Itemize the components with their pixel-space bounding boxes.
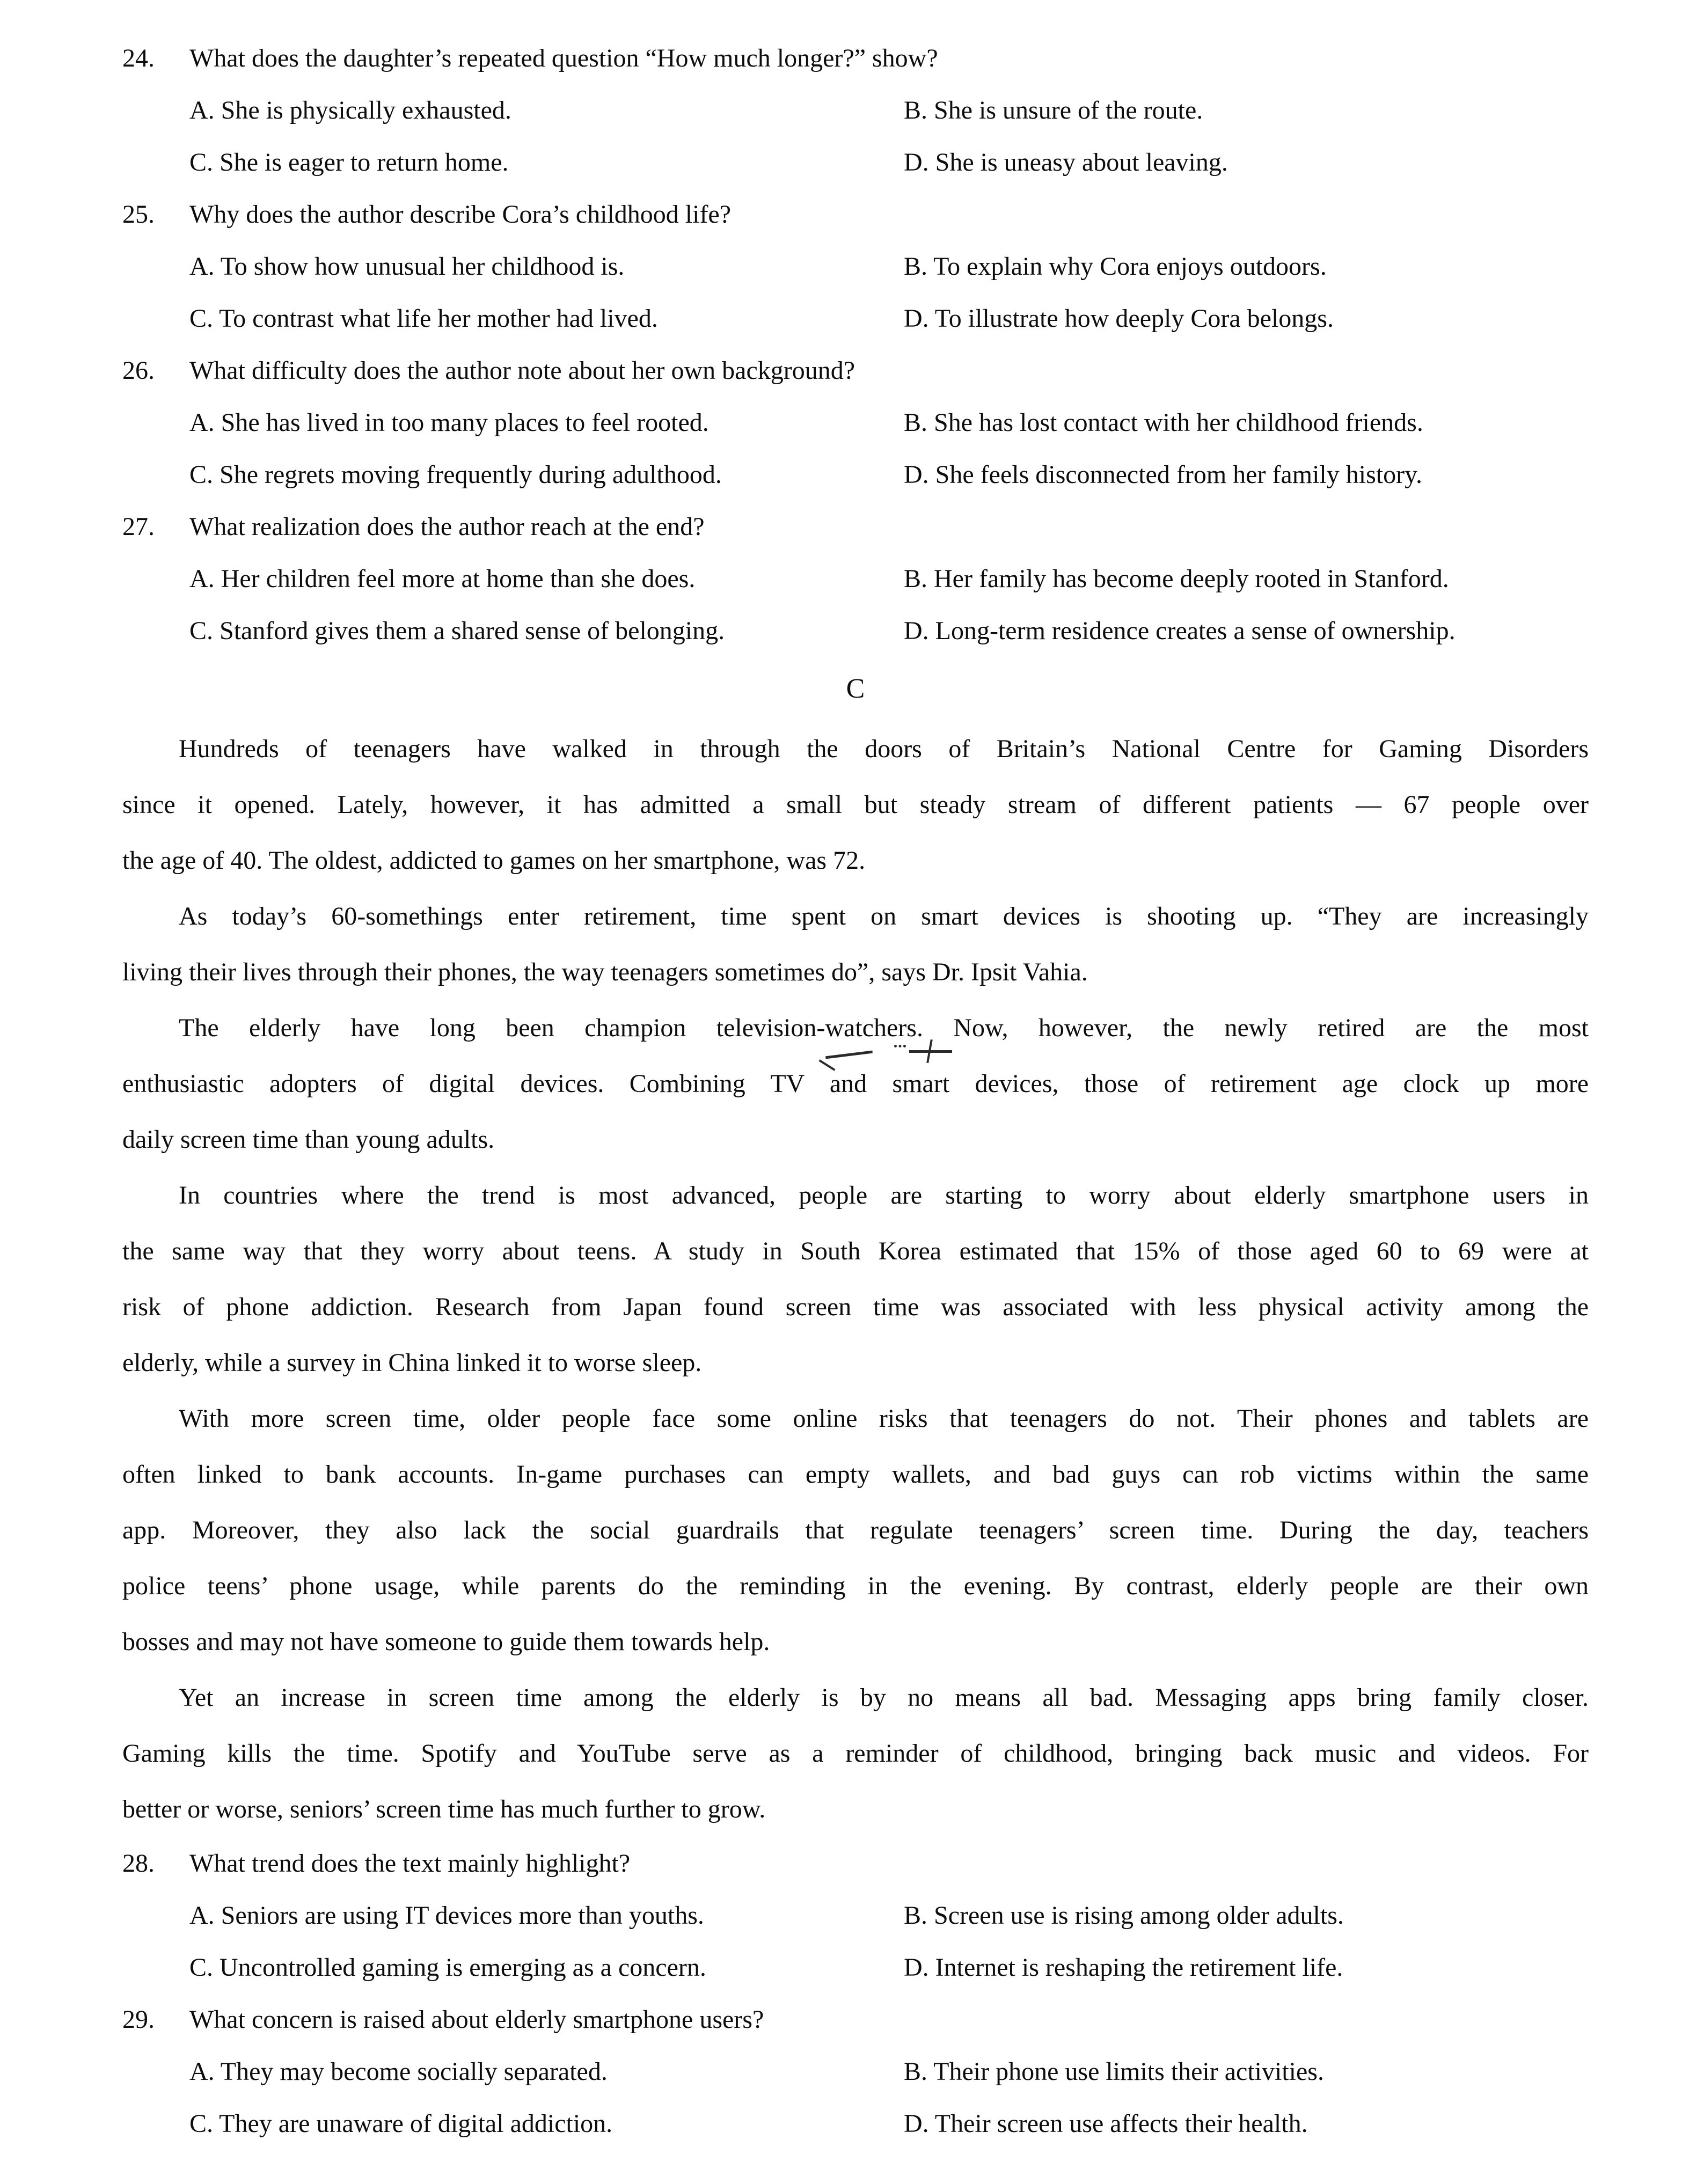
question-29-number: 29. [122,2005,155,2034]
passage-p5-line-4: police teens’ phone usage, while parents do the reminding in the evening. By contrast, elderly people are their own [122,1572,1589,1600]
question-24-option-b: B. She is unsure of the route. [904,96,1203,124]
question-25-option-c: C. To contrast what life her mother had lived. [189,304,658,333]
question-25-option-b: B. To explain why Cora enjoys outdoors. [904,252,1327,281]
question-29-option-a: A. They may become socially separated. [189,2057,608,2086]
question-29-options-row-2 [122,2098,1589,2150]
question-26-text: What difficulty does the author note about her own background? [189,356,855,385]
question-27-option-c: C. Stanford gives them a shared sense of belonging. [189,617,725,645]
question-25-option-a: A. To show how unusual her childhood is. [189,252,625,281]
question-29 [122,1994,1589,2046]
question-27-option-b: B. Her family has become deeply rooted in Stanford. [904,565,1449,593]
question-26-options-row-1 [122,397,1589,449]
question-26-number: 26. [122,356,155,385]
question-29-option-c: C. They are unaware of digital addiction. [189,2109,613,2138]
passage-p1-line-1: Hundreds of teenagers have walked in through the doors of Britain’s National Centre for Gaming Disorders [179,735,1589,763]
passage-p6-line-1: Yet an increase in screen time among the elderly is by no means all bad. Messaging apps bring family closer. [179,1683,1589,1712]
question-24-text: What does the daughter’s repeated question “How much longer?” show? [189,44,938,72]
question-28-option-c: C. Uncontrolled gaming is emerging as a concern. [189,1953,706,1982]
question-29-text: What concern is raised about elderly smartphone users? [189,2005,764,2034]
question-25-text: Why does the author describe Cora’s childhood life? [189,200,732,229]
question-28-options-row-1 [122,1889,1589,1941]
question-29-option-d: D. Their screen use affects their health. [904,2109,1308,2138]
pencil-scribble-annotation: and smart [830,1069,949,1098]
question-27-option-a: A. Her children feel more at home than she does. [189,565,696,593]
question-27-options-row-2 [122,605,1589,657]
passage-p4-line-4: elderly, while a survey in China linked it to worse sleep. [122,1348,702,1377]
question-24-options-row-2 [122,136,1589,188]
passage-p4-line-1: In countries where the trend is most advanced, people are starting to worry about elderly smartphone users in [179,1181,1589,1210]
passage-p1-line-2: since it opened. Lately, however, it has admitted a small but steady stream of different patients — 67 people over [122,790,1589,819]
question-28-option-a: A. Seniors are using IT devices more than youths. [189,1901,704,1930]
question-25 [122,188,1589,240]
question-24-option-d: D. She is uneasy about leaving. [904,148,1228,177]
question-29-option-b: B. Their phone use limits their activities. [904,2057,1324,2086]
question-27 [122,501,1589,553]
question-24-option-a: A. She is physically exhausted. [189,96,511,124]
passage-p2-line-2: living their lives through their phones, the way teenagers sometimes do”, says Dr. Ipsit Vahia. [122,958,1088,986]
passage-p2-line-1: As today’s 60-somethings enter retirement, time spent on smart devices is shooting up. “They are increasingly [179,902,1589,930]
question-29-options-row-1 [122,2046,1589,2098]
question-26-option-b: B. She has lost contact with her childhood friends. [904,408,1423,437]
passage-p3-line-2: enthusiastic adopters of digital devices. Combining TV and smart devices, those of retirement age clock up more [122,1056,1589,1112]
passage-p6-line-2: Gaming kills the time. Spotify and YouTube serve as a reminder of childhood, bringing back music and videos. For [122,1739,1589,1768]
question-26-options-row-2 [122,449,1589,501]
question-28 [122,1837,1589,1889]
question-25-number: 25. [122,200,155,229]
passage-p5-line-1: With more screen time, older people face some online risks that teenagers do not. Their phones and tablets are [179,1404,1589,1433]
passage-p6-line-3: better or worse, seniors’ screen time has much further to grow. [122,1795,766,1823]
question-26-option-a: A. She has lived in too many places to feel rooted. [189,408,709,437]
question-24-option-c: C. She is eager to return home. [189,148,509,177]
passage-p4-line-2: the same way that they worry about teens. A study in South Korea estimated that 15% of those aged 60 to 69 were at [122,1237,1589,1265]
section-c-header: C [846,673,865,704]
question-28-option-b: B. Screen use is rising among older adults. [904,1901,1344,1930]
question-28-number: 28. [122,1849,155,1878]
question-28-text: What trend does the text mainly highlight? [189,1849,631,1878]
passage-p5-line-3: app. Moreover, they also lack the social guardrails that regulate teenagers’ screen time. During the day, teachers [122,1516,1589,1544]
question-25-options-row-1 [122,240,1589,292]
question-25-options-row-2 [122,292,1589,345]
question-27-options-row-1 [122,553,1589,605]
question-24-options-row-1 [122,84,1589,136]
question-25-option-d: D. To illustrate how deeply Cora belongs. [904,304,1334,333]
question-26-option-d: D. She feels disconnected from her family history. [904,460,1422,489]
question-27-option-d: D. Long-term residence creates a sense of ownership. [904,617,1456,645]
question-28-options-row-2 [122,1941,1589,1994]
question-28-option-d: D. Internet is reshaping the retirement life. [904,1953,1343,1982]
passage-p1-line-3: the age of 40. The oldest, addicted to games on her smartphone, was 72. [122,846,866,875]
passage-p3-line-1: The elderly have long been champion television-watchers. Now, however, the newly retired are the most [179,1014,1589,1042]
question-26-option-c: C. She regrets moving frequently during adulthood. [189,460,722,489]
question-24-number: 24. [122,44,155,72]
page-content [122,32,1589,2150]
question-24 [122,32,1589,84]
question-27-text: What realization does the author reach at the end? [189,512,705,541]
question-26 [122,345,1589,397]
question-27-number: 27. [122,512,155,541]
passage-p4-line-3: risk of phone addiction. Research from Japan found screen time was associated with less physical activity among the [122,1293,1589,1321]
passage-p5-line-2: often linked to bank accounts. In-game purchases can empty wallets, and bad guys can rob victims within the same [122,1460,1589,1489]
passage-p5-line-5: bosses and may not have someone to guide them towards help. [122,1628,770,1656]
passage-p3-line-3: daily screen time than young adults. [122,1125,495,1154]
